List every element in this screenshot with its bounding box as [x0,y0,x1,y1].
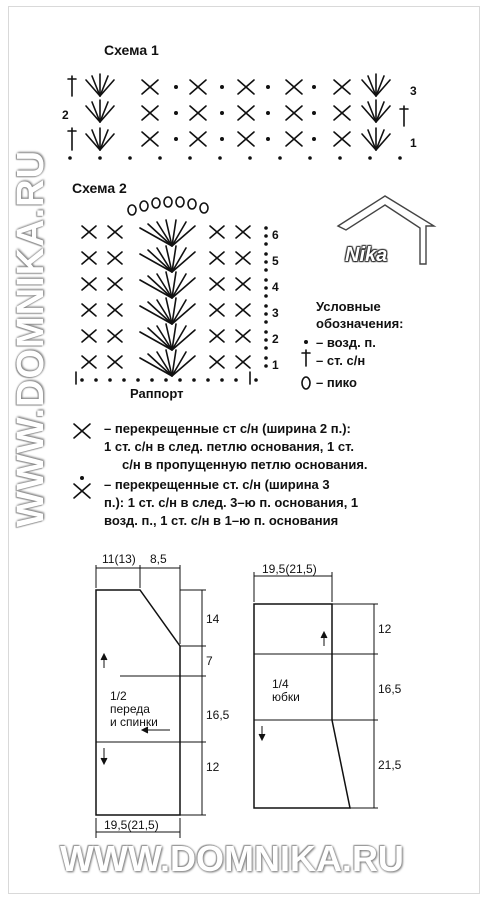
scheme2-row-3: 3 [272,306,279,320]
cross3-desc-line2: п.): 1 ст. с/н в след. 3–ю п. основания, 1 [104,495,359,510]
pattern2-top-label: 19,5(21,5) [262,562,317,576]
scheme2-row-2: 2 [272,332,279,346]
pattern1-inner-line3: и спинки [110,715,158,729]
cross3-desc-line3: возд. п., 1 ст. с/н в 1–ю п. основания [104,513,339,528]
pattern1-right-label-1: 14 [206,612,220,626]
pattern2-inner-line2: юбки [272,690,300,704]
scheme2-row-5: 5 [272,254,279,268]
scheme2-row-1: 1 [272,358,279,372]
cross3-desc-line1: – перекрещенные ст. с/н (ширина 3 [104,477,330,492]
watermark-bottom: WWW.DOMNIKA.RU [60,838,404,879]
scheme2-title: Схема 2 [72,180,127,196]
cross2-desc-line2: 1 ст. с/н в след. петлю основания, 1 ст. [104,439,354,454]
legend-double-crochet: – ст. с/н [316,353,366,368]
scheme1-row-label-right-top: 3 [410,84,417,98]
pattern2-inner-line1: 1/4 [272,677,289,691]
pattern1-top-label-2: 8,5 [150,552,167,566]
pattern1-right-label-3: 16,5 [206,708,230,722]
pattern1-bottom-label: 19,5(21,5) [104,818,159,832]
pattern1-top-label-1: 11(13) [102,552,136,566]
scheme2-row-6: 6 [272,228,279,242]
watermark-vertical: WWW.DOMNIKA.RU [10,149,52,527]
pattern2-right-label-2: 16,5 [378,682,402,696]
legend-title-line1: Условные [316,299,381,314]
pattern1-inner-line1: 1/2 [110,689,127,703]
scheme1-row-label-left: 2 [62,108,69,122]
pattern1-right-label-2: 7 [206,654,213,668]
pattern1-right-label-4: 12 [206,760,220,774]
scheme2-repeat-label: Раппорт [130,386,184,401]
cross2-desc-line3: с/н в пропущенную петлю основания. [122,457,368,472]
scheme1-title: Схема 1 [104,42,159,58]
cross2-desc-line1: – перекрещенные ст с/н (ширина 2 п.): [104,421,351,436]
pattern2-right-label-1: 12 [378,622,392,636]
legend-picot: – пико [316,375,357,390]
legend-title-line2: обозначения: [316,316,404,331]
nika-logo-text: Nika [345,244,388,266]
scheme2-row-4: 4 [272,280,279,294]
legend-chain-stitch: – возд. п. [316,335,376,350]
pattern2-right-label-3: 21,5 [378,758,402,772]
pattern1-inner-line2: переда [110,702,150,716]
scheme1-row-label-right-bottom: 1 [410,136,417,150]
